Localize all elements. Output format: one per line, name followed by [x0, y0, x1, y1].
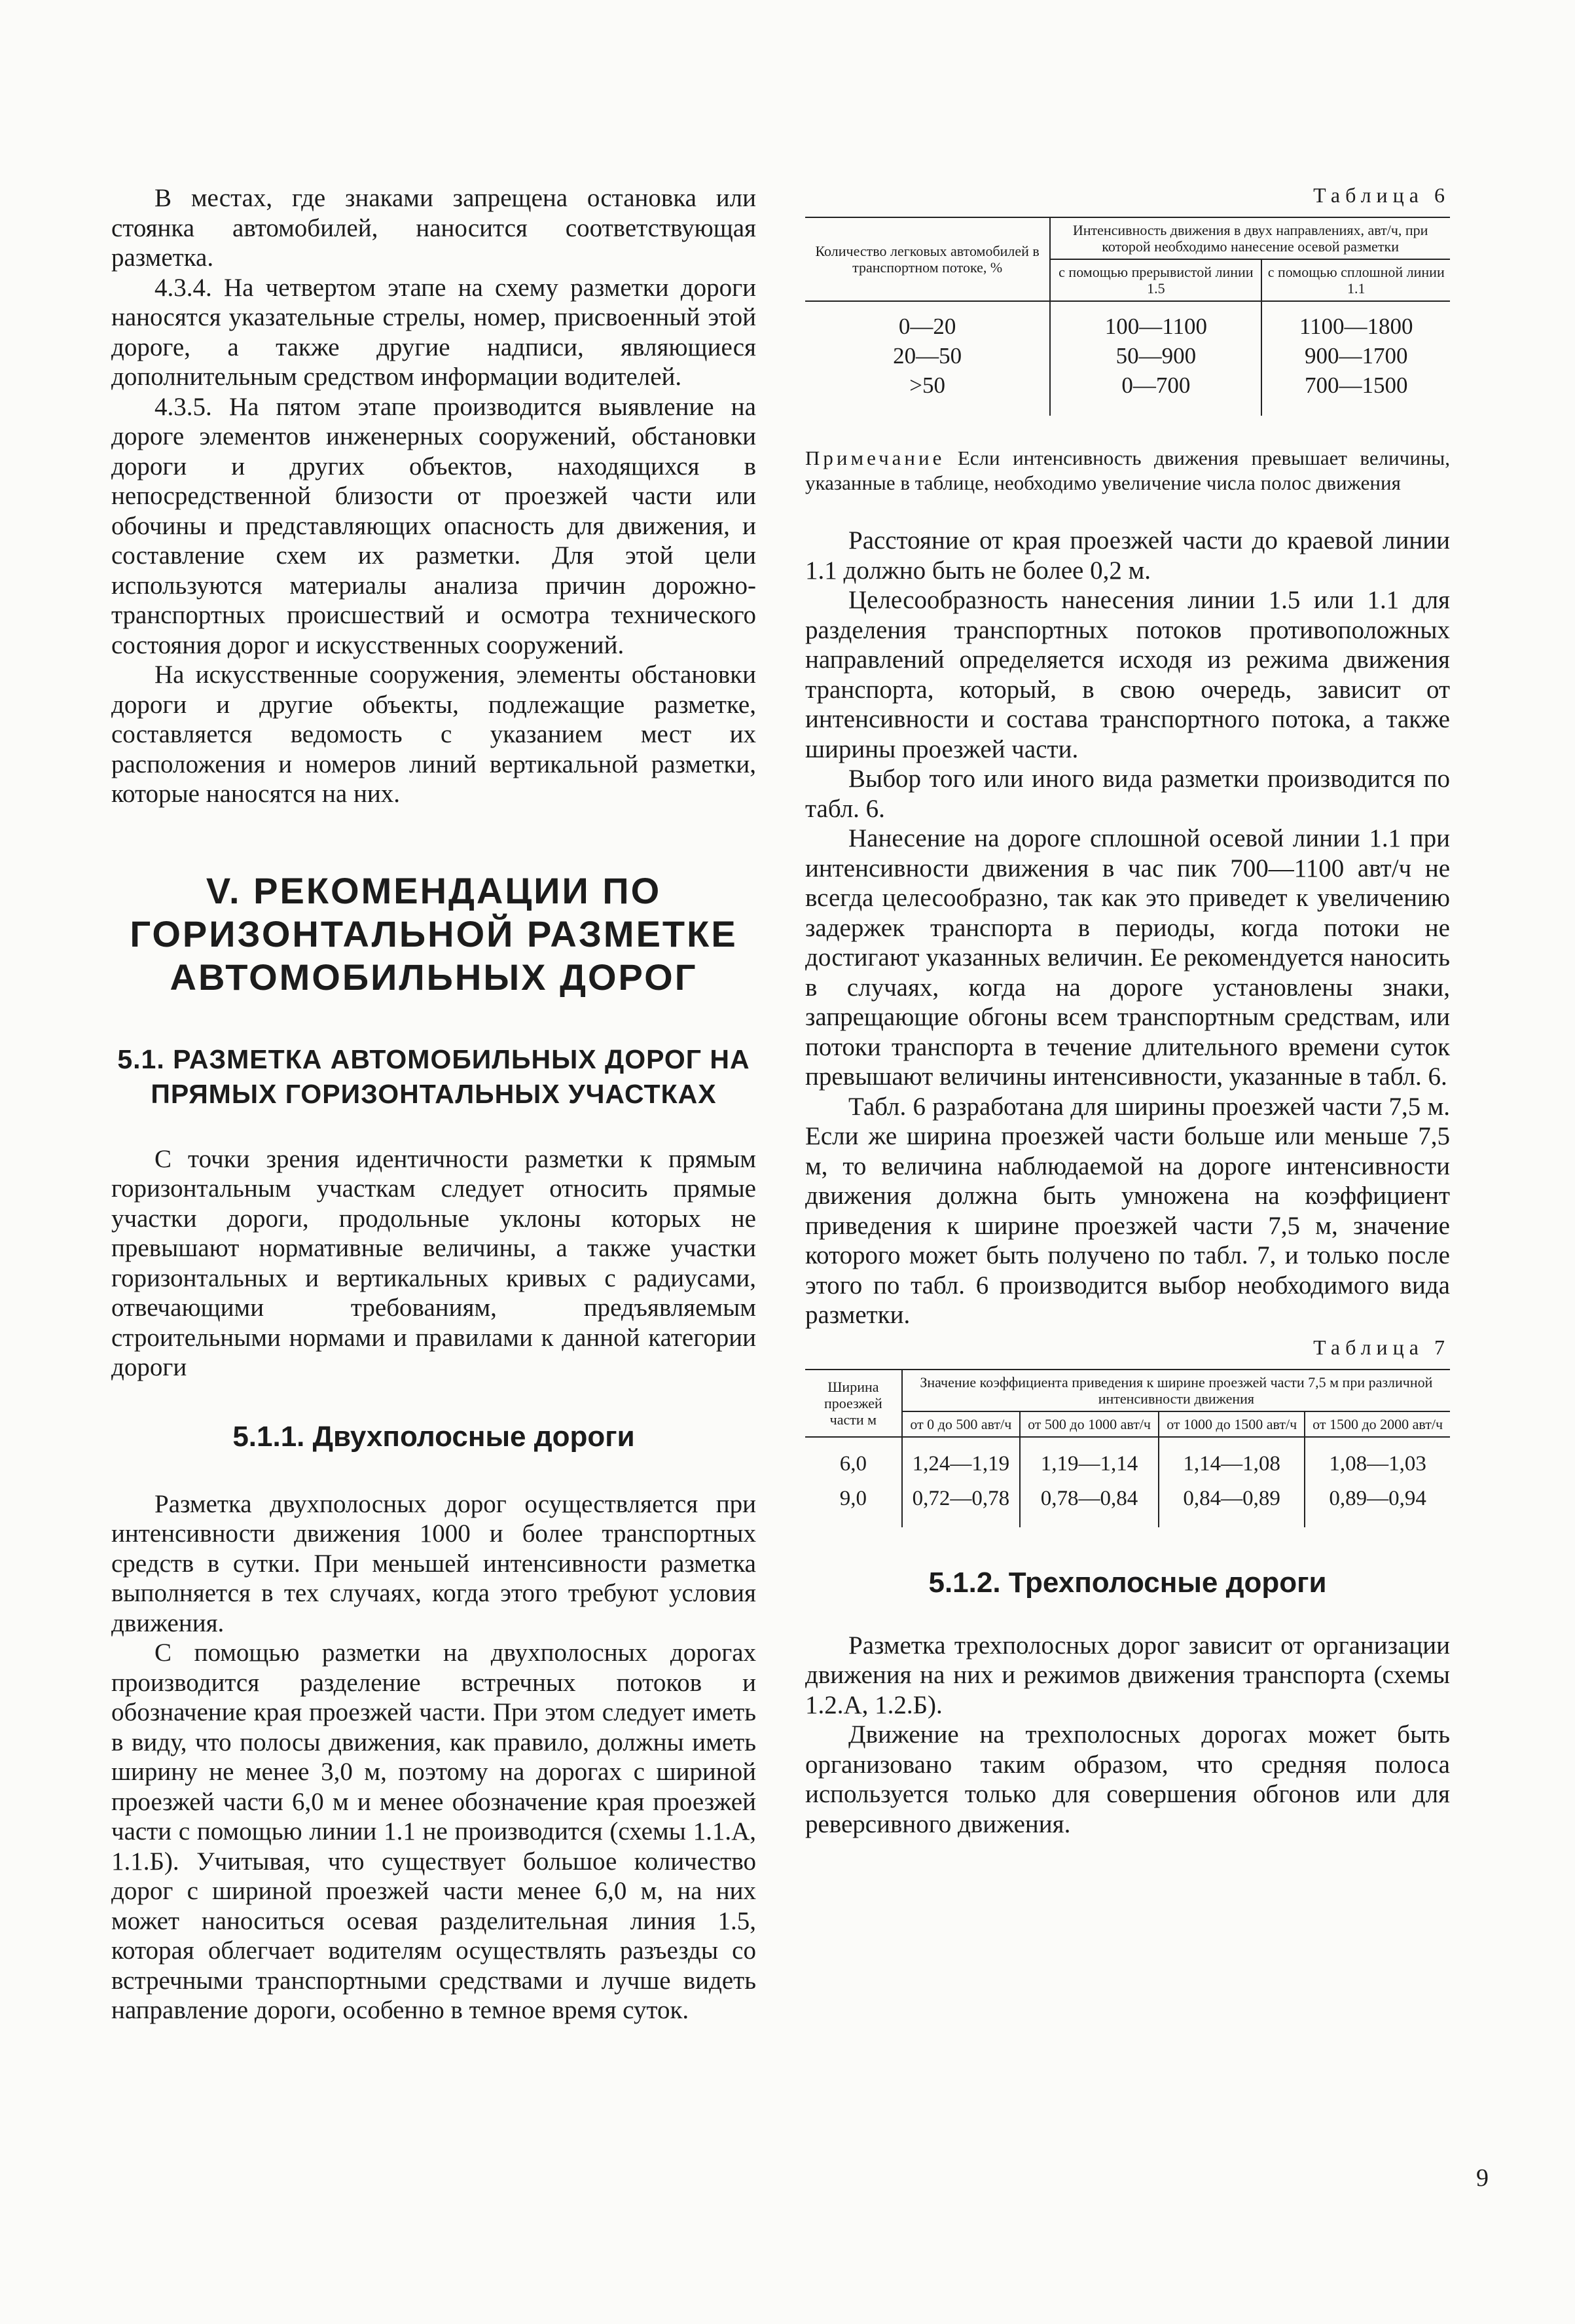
table-cell: 0,78—0,84: [1020, 1478, 1159, 1527]
table-cell: 0—20: [898, 314, 956, 339]
note-text: Если интенсивность движения превышает величины, указанные в таблице, необходимо увеличение числа полос движения: [805, 446, 1450, 494]
note-label: Примечание: [805, 446, 945, 469]
table-header: от 1000 до 1500 авт/ч: [1159, 1411, 1305, 1437]
table-7-caption: Таблица 7: [1313, 1335, 1450, 1359]
table-header: от 500 до 1000 авт/ч: [1020, 1411, 1159, 1437]
table-group-header: Значение коэффициента приведения к ширине проезжей части 7,5 м при различной интенсивности движения: [902, 1370, 1450, 1411]
table-cell: 1,08—1,03: [1305, 1437, 1450, 1478]
table-cell: 6,0: [839, 1451, 867, 1476]
table-header: от 0 до 500 авт/ч: [902, 1411, 1020, 1437]
section-title: V. РЕКОМЕНДАЦИИ ПО ГОРИЗОНТАЛЬНОЙ РАЗМЕТКЕ АВТОМОБИЛЬНЫХ ДОРОГ: [130, 869, 738, 998]
table-cell: 20—50: [893, 343, 962, 369]
right-column: [805, 183, 1450, 1839]
paragraph-4-3-4: 4.3.4. На четвертом этапе на схему разметки дороги наносятся указательные стрелы, номер, присвоенный этой дороге, а также другие надписи, являющиеся дополнительным средством информации водителей.: [111, 273, 756, 391]
table-cell: 700—1500: [1261, 370, 1450, 416]
table-cell: >50: [909, 372, 946, 398]
subsection-5-1-2-title: 5.1.2. Трехполосные дороги: [928, 1566, 1327, 1599]
page-number: 9: [1476, 2164, 1489, 2192]
table-row: [805, 1437, 1450, 1478]
table-group-header: Интенсивность движения в двух направлениях, авт/ч, при которой необходимо нанесение осевой разметки: [1050, 217, 1450, 259]
table-7: [805, 1369, 1450, 1527]
paragraph: С точки зрения идентичности разметки к прямым горизонтальным участкам следует относить прямые участки дороги, продольные уклоны которых не превышают нормативные величины, а также участки горизонтальных и вертикальных кривых с радиусами, отвечающими требованиям, предъявляемым строительными нормами и правилами к данной категории дороги: [111, 1144, 756, 1381]
table-header: от 1500 до 2000 авт/ч: [1305, 1411, 1450, 1437]
table-cell: 1,14—1,08: [1159, 1437, 1305, 1478]
table-cell: 900—1700: [1261, 340, 1450, 370]
paragraph: Разметка двухполосных дорог осуществляется при интенсивности движения 1000 и более транспортных средств в сутки. При меньшей интенсивности разметка выполняется в тех случаях, когда этого требуют условия движения.: [111, 1489, 756, 1637]
table-cell: 1100—1800: [1261, 301, 1450, 340]
paragraph: На искусственные сооружения, элементы обстановки дороги и другие объекты, подлежащие разметке, составляется ведомость с указанием мест их расположения и номеров линий вертикальной разметки, которые наносятся на них.: [111, 661, 756, 808]
table-6-caption: Таблица 6: [1313, 183, 1450, 207]
table-row: [805, 340, 1450, 370]
paragraph: Разметка трехполосных дорог зависит от организации движения на них и режимов движения транспорта (схемы 1.2.А, 1.2.Б).: [805, 1631, 1450, 1719]
table-header: с помощью сплошной линии 1.1: [1261, 259, 1450, 301]
subsection-5-1-1-title: 5.1.1. Двухполосные дороги: [232, 1420, 635, 1453]
table-cell: 0—700: [1050, 370, 1261, 416]
paragraph: С помощью разметки на двухполосных дорогах производится разделение встречных потоков и обозначение края проезжей части. При этом следует иметь в виду, что полосы движения, как правило, должны иметь ширину не менее 3,0 м, поэтому на дорогах с шириной проезжей части 6,0 м и менее обозначение края проезжей части с помощью линии 1.1 не производится (схемы 1.1.А, 1.1.Б). Учитывая, что существует большое количество дорог с шириной проезжей части менее 6,0 м, на них может наноситься осевая разделительная линия 1.5, которая облегчает водителям осуществлять разъезды со встречными транспортными средствами и лучше видеть направление дороги, особенно в темное время суток.: [111, 1639, 756, 2024]
table-cell: 100—1100: [1050, 301, 1261, 340]
table-row: [805, 1478, 1450, 1527]
paragraph: Выбор того или иного вида разметки производится по табл. 6.: [805, 765, 1450, 823]
paragraph: Движение на трехполосных дорогах может быть организовано таким образом, что средняя полоса используется только для совершения обгонов или для реверсивного движения.: [805, 1720, 1450, 1838]
paragraph: В местах, где знаками запрещена остановка или стоянка автомобилей, наносится соответствующая разметка.: [111, 184, 756, 272]
table-header: с помощью прерывистой линии 1.5: [1050, 259, 1261, 301]
paragraph: Табл. 6 разработана для ширины проезжей части 7,5 м. Если же ширина проезжей части больше или меньше 7,5 м, то величина наблюдаемой на дороге интенсивности движения должна быть умножена на коэффициент приведения к ширине проезжей части 7,5 м, значение которого может быть получено по табл. 7, и только после этого по табл. 6 производится выбор необходимого вида разметки.: [805, 1092, 1450, 1329]
subsection-title: 5.1. РАЗМЕТКА АВТОМОБИЛЬНЫХ ДОРОГ НА ПРЯМЫХ ГОРИЗОНТАЛЬНЫХ УЧАСТКАХ: [117, 1044, 750, 1109]
table-cell: 1,24—1,19: [902, 1437, 1020, 1478]
table-6: [805, 217, 1450, 416]
paragraph: Целесообразность нанесения линии 1.5 или 1.1 для разделения транспортных потоков противоположных направлений определяется исходя из режима движения транспорта, который, в свою очередь, зависит от интенсивности и состава транспортного потока, а также ширины проезжей части.: [805, 586, 1450, 763]
table-row: [805, 370, 1450, 416]
paragraph-4-3-5: 4.3.5. На пятом этапе производится выявление на дороге элементов инженерных сооружений, обстановки дороги и других объектов, находящихся в непосредственной близости от проезжей части или обочины и представляющих опасность для движения, и составление схем их разметки. Для этой цели используются материалы анализа причин дорожно-транспортных происшествий и осмотра технического состояния дорог и искусственных сооружений.: [111, 392, 756, 659]
table-header: Ширина проезжей части м: [805, 1370, 902, 1437]
table-row: [805, 301, 1450, 340]
left-column: [111, 183, 756, 2025]
table-cell: 50—900: [1050, 340, 1261, 370]
table-header: Количество легковых автомобилей в транспортном потоке, %: [805, 217, 1050, 301]
paragraph: Нанесение на дороге сплошной осевой линии 1.1 при интенсивности движения в час пик 700—1100 авт/ч не всегда целесообразно, так как это приведет к увеличению задержек транспорта в периоды, когда потоки не достигают указанных величин. Ее рекомендуется наносить в случаях, когда на дороге установлены знаки, запрещающие обгоны всем транспортным средствам, или потоки транспорта в течение длительного времени суток превышают величины интенсивности, указанные в табл. 6.: [805, 824, 1450, 1091]
table-6-note: [805, 446, 1450, 496]
table-cell: 0,84—0,89: [1159, 1478, 1305, 1527]
table-cell: 0,89—0,94: [1305, 1478, 1450, 1527]
table-cell: 0,72—0,78: [902, 1478, 1020, 1527]
table-cell: 1,19—1,14: [1020, 1437, 1159, 1478]
paragraph: Расстояние от края проезжей части до краевой линии 1.1 должно быть не более 0,2 м.: [805, 526, 1450, 585]
table-cell: 9,0: [839, 1486, 867, 1510]
